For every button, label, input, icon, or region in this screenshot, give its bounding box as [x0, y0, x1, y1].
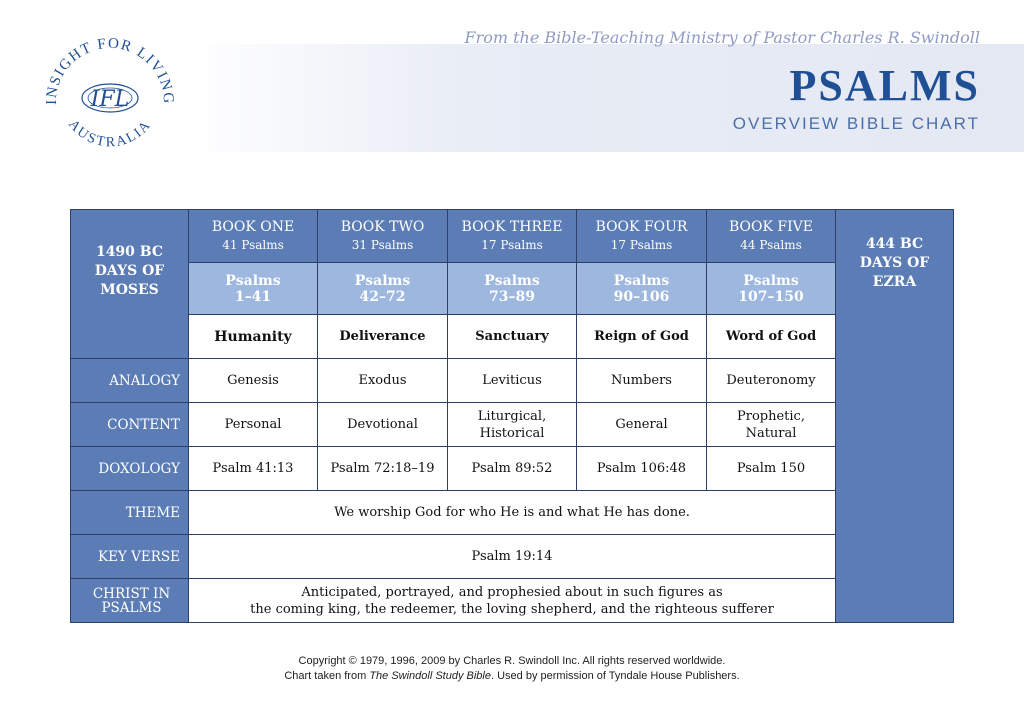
- right-era-line2: DAYS OF: [859, 255, 930, 271]
- range-label: Psalms: [484, 272, 540, 289]
- left-era-year: 1490 BC: [95, 244, 164, 260]
- logo-top-text: INSIGHT FOR LIVING: [43, 35, 177, 106]
- doxology-cell: Psalm 72:18–19: [318, 447, 448, 491]
- doxology-cell: Psalm 89:52: [448, 447, 577, 491]
- row-label-content: CONTENT: [71, 403, 189, 447]
- range-value: 107–150: [738, 288, 804, 305]
- book-theme: Word of God: [707, 315, 836, 359]
- book-range: [707, 263, 836, 315]
- book-count: 17 Psalms: [610, 238, 673, 252]
- content-cell: [448, 403, 577, 447]
- logo-bottom-text: AUSTRALIA: [65, 117, 155, 151]
- source-prefix: Chart taken from: [284, 670, 370, 682]
- source-suffix: . Used by permission of Tyndale House Publishers.: [491, 670, 740, 682]
- theme-statement: We worship God for who He is and what He has done.: [189, 491, 836, 535]
- doxology-cell: Psalm 41:13: [189, 447, 318, 491]
- content-cell: Devotional: [318, 403, 448, 447]
- page-subtitle: OVERVIEW BIBLE CHART: [732, 114, 980, 133]
- book-theme: Humanity: [189, 315, 318, 359]
- right-era-line3: EZRA: [872, 274, 917, 290]
- book-name: BOOK ONE: [211, 219, 295, 235]
- range-label: Psalms: [743, 272, 799, 289]
- content-line: Natural: [745, 425, 797, 441]
- source-line: [0, 670, 1024, 682]
- analogy-cell: Leviticus: [448, 359, 577, 403]
- book-theme: Sanctuary: [448, 315, 577, 359]
- christ-label-line: PSALMS: [101, 599, 162, 616]
- book-header: [448, 210, 577, 263]
- book-count: 44 Psalms: [740, 238, 802, 252]
- book-count: 41 Psalms: [222, 238, 284, 252]
- christ-in-psalms-text: [189, 579, 836, 623]
- content-line: Prophetic,: [737, 408, 805, 424]
- content-cell: General: [577, 403, 707, 447]
- christ-text-line: Anticipated, portrayed, and prophesied about in such figures as: [301, 584, 723, 600]
- range-label: Psalms: [613, 272, 670, 289]
- content-line: Liturgical,: [477, 408, 547, 424]
- book-header: [577, 210, 707, 263]
- psalms-overview-table: [70, 209, 954, 623]
- book-header: [707, 210, 836, 263]
- book-range: [577, 263, 707, 315]
- christ-label-line: CHRIST IN: [92, 585, 171, 602]
- row-label-analogy: ANALOGY: [71, 359, 189, 403]
- book-header: [318, 210, 448, 263]
- row-label-key-verse: KEY VERSE: [71, 535, 189, 579]
- doxology-cell: Psalm 150: [707, 447, 836, 491]
- book-range: [318, 263, 448, 315]
- range-value: 42–72: [359, 288, 406, 305]
- range-value: 1–41: [234, 288, 272, 305]
- content-cell: Personal: [189, 403, 318, 447]
- row-label-doxology: DOXOLOGY: [71, 447, 189, 491]
- left-era-line2: DAYS OF: [94, 263, 165, 279]
- analogy-cell: Deuteronomy: [707, 359, 836, 403]
- book-theme: Deliverance: [318, 315, 448, 359]
- book-header: [189, 210, 318, 263]
- logo-monogram: IFL: [90, 87, 130, 112]
- ministry-tagline: From the Bible-Teaching Ministry of Pastor Charles R. Swindoll: [464, 28, 980, 47]
- insight-for-living-logo: [36, 24, 184, 172]
- book-name: BOOK TWO: [340, 219, 425, 235]
- range-label: Psalms: [225, 272, 281, 289]
- content-line: Historical: [479, 425, 545, 441]
- analogy-cell: Exodus: [318, 359, 448, 403]
- analogy-cell: Genesis: [189, 359, 318, 403]
- doxology-cell: Psalm 106:48: [577, 447, 707, 491]
- key-verse-value: Psalm 19:14: [189, 535, 836, 579]
- range-label: Psalms: [354, 272, 411, 289]
- book-theme: Reign of God: [577, 315, 707, 359]
- source-book-title: The Swindoll Study Bible: [369, 670, 491, 682]
- book-name: BOOK FIVE: [729, 219, 813, 235]
- book-count: 31 Psalms: [351, 238, 414, 252]
- right-era-year: 444 BC: [865, 236, 924, 252]
- right-era-cell: [836, 210, 954, 623]
- analogy-cell: Numbers: [577, 359, 707, 403]
- page-title: PSALMS: [789, 61, 980, 110]
- book-range: [189, 263, 318, 315]
- svg-text:AUSTRALIA: [65, 117, 155, 150]
- left-era-line3: MOSES: [100, 282, 159, 298]
- copyright-line: Copyright © 1979, 1996, 2009 by Charles R. Swindoll Inc. All rights reserved worldwide.: [298, 655, 726, 667]
- book-name: BOOK FOUR: [595, 219, 688, 235]
- book-name: BOOK THREE: [461, 219, 563, 235]
- content-cell: [707, 403, 836, 447]
- range-value: 73–89: [489, 288, 535, 305]
- book-range: [448, 263, 577, 315]
- left-era-cell: [71, 210, 189, 359]
- range-value: 90–106: [613, 288, 670, 305]
- book-count: 17 Psalms: [481, 238, 543, 252]
- row-label-theme: THEME: [71, 491, 189, 535]
- row-label-christ-in-psalms: [71, 579, 189, 623]
- christ-text-line: the coming king, the redeemer, the loving shepherd, and the righteous sufferer: [250, 601, 774, 617]
